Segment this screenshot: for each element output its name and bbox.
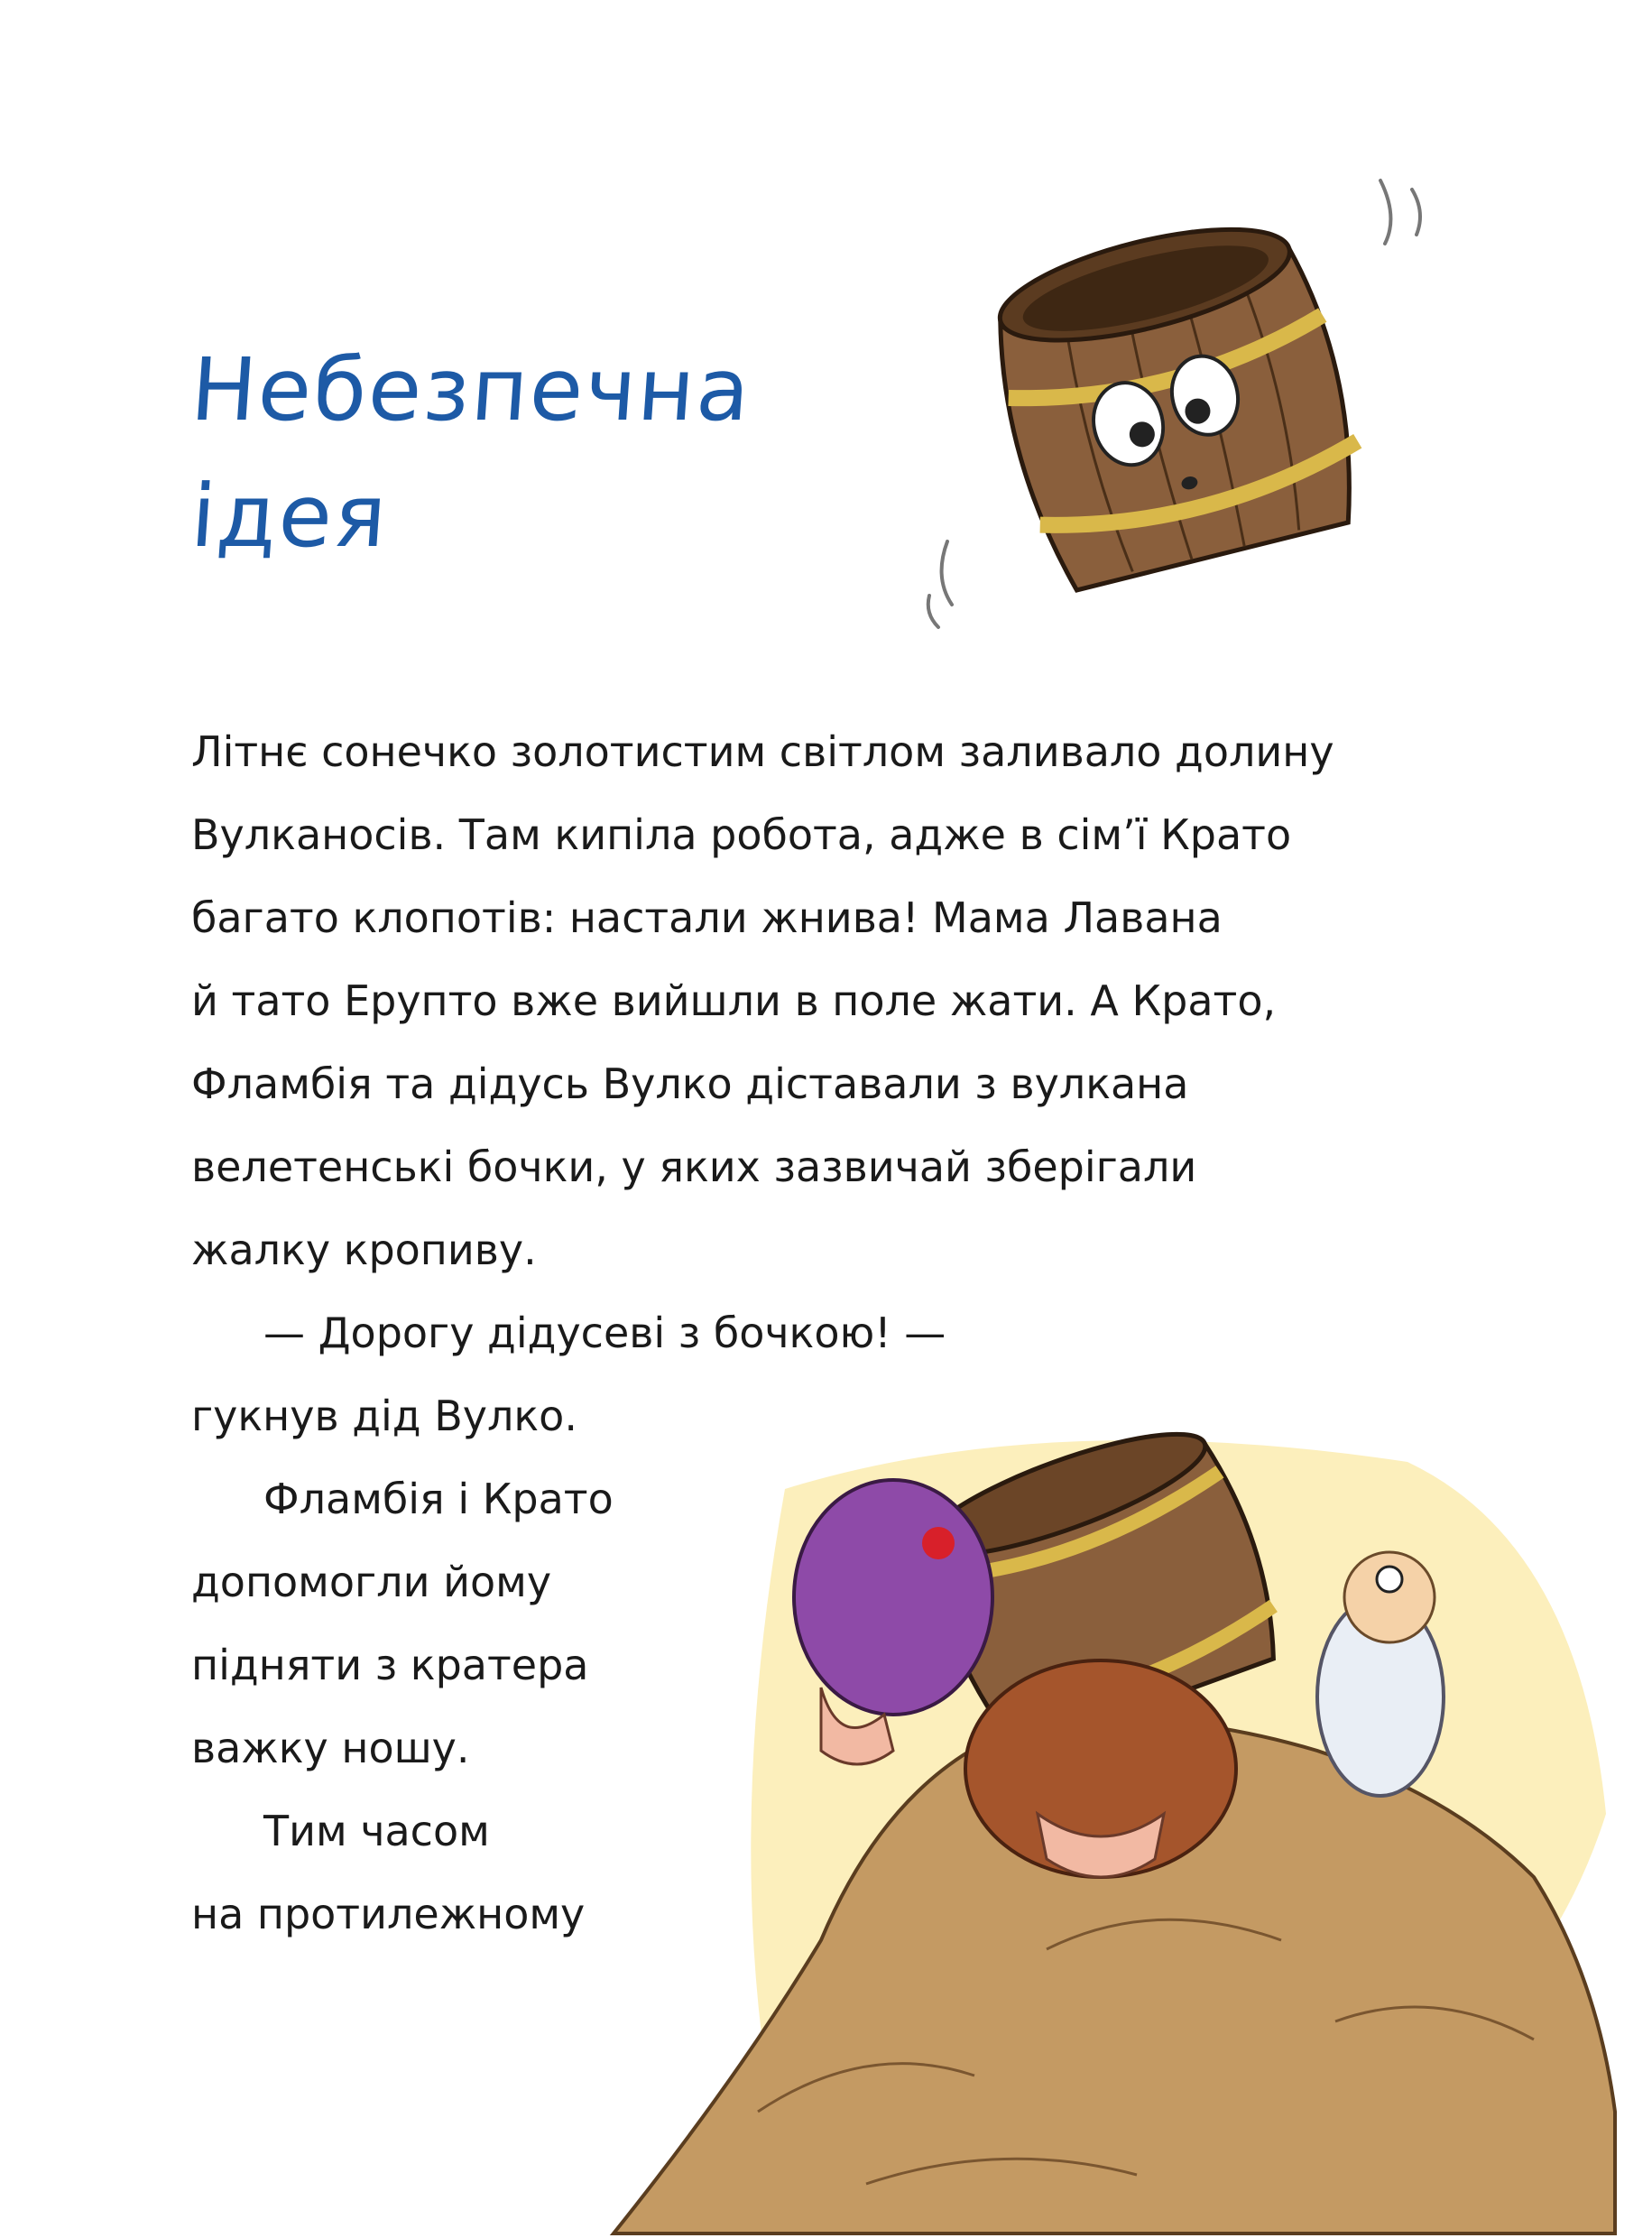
paragraph-line: й тато Ерупто вже вийшли в поле жати. А Крато, [191,976,1277,1025]
paragraph-line: Фламбія і Крато [263,1475,614,1523]
paragraph-line: підняти з кратера [191,1641,589,1689]
chapter-title-line-1: Небезпечна [188,339,755,440]
paragraph-line: багато клопотів: настали жнива! Мама Лавана [191,893,1223,942]
paragraph-line: Фламбія та дідусь Вулко діставали з вулкана [191,1059,1189,1108]
barrel-illustration [911,171,1453,650]
story-text [191,710,1454,1956]
chapter-title [188,327,755,579]
paragraph-line: Вулканосів. Там кипіла робота, адже в сім’ї Крато [191,810,1292,859]
paragraph-line: гукнув дід Вулко. [191,1392,577,1440]
paragraph-line: на протилежному [191,1890,586,1938]
paragraph-line: допомогли йому [191,1558,552,1606]
chapter-title-line-2: ідея [188,466,392,567]
paragraph-line: важку ношу. [191,1724,470,1772]
paragraph-line: велетенські бочки, у яких зазвичай зберігали [191,1142,1197,1191]
paragraph-line: Тим часом [263,1807,490,1855]
paragraph-line: жалку кропиву. [191,1225,537,1274]
dialogue-line: — Дорогу дідусеві з бочкою! — [263,1309,946,1357]
paragraph-line: Літнє сонечко золотистим світлом заливало долину [191,727,1334,776]
